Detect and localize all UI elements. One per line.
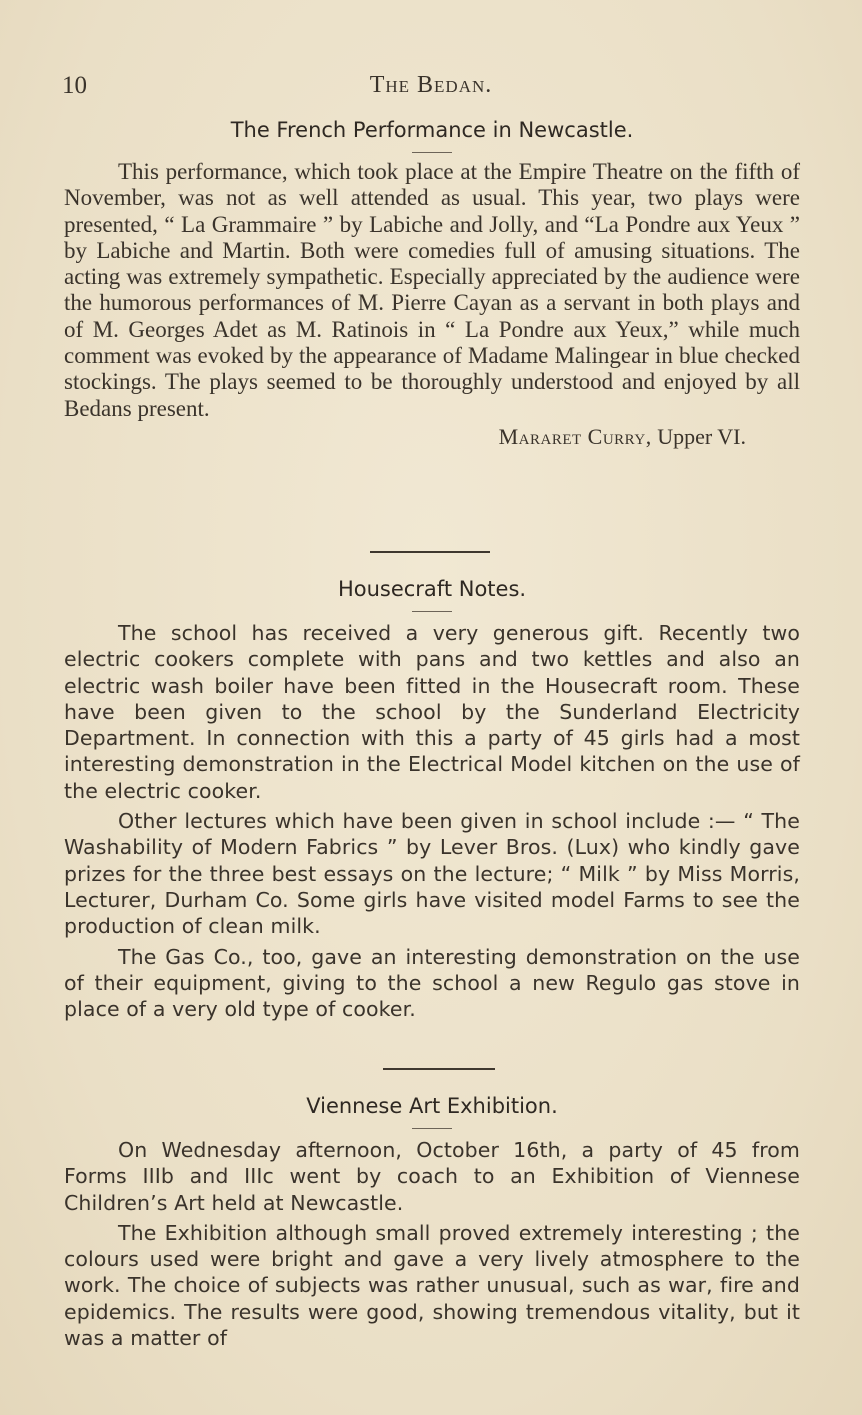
section-divider — [383, 1068, 495, 1070]
journal-title: The Bedan. — [369, 72, 493, 98]
article-heading: Housecraft Notes. — [337, 577, 527, 601]
article-signature — [64, 424, 746, 450]
article-paragraph: The Exhibition although small proved extremely interesting ; the colours used were bright and gave a very lively atmosphere to the work. The choice of subjects was rather unusual, such as war, fire and epidemics. The results were good, showing tremendous vitality, but it was a matter of — [64, 1220, 800, 1351]
article-heading: The French Performance in Newcastle. — [230, 118, 634, 142]
article-paragraph: The Gas Co., too, gave an interesting demonstration on the use of their equipment, giving to the school a new Regulo gas stove in place of a very old type of cooker. — [64, 944, 800, 1022]
article-paragraph: Other lectures which have been given in school include :— “ The Washability of Modern Fabrics ” by Lever Bros. (Lux) who kindly gave prizes for the three best essays on the lecture; “ Milk ” by Miss Morris, Lecturer, Durham Co. Some girls have visited model Farms to see the production of clean milk. — [64, 809, 800, 939]
section-divider — [370, 551, 490, 553]
article-housecraft-notes — [64, 577, 800, 1022]
article-french-performance — [64, 118, 800, 450]
article-heading: Viennese Art Exhibition. — [306, 1094, 558, 1118]
heading-divider — [412, 611, 452, 612]
signature-form: Upper VI. — [657, 423, 746, 449]
article-viennese-art — [64, 1094, 800, 1351]
running-header — [62, 72, 800, 106]
article-paragraph: The school has received a very generous gift. Recently two electric cookers complete with pans and two kettles and also an electric wash boiler have been fitted in the Housecraft room. These have been given to the school by the Sunderland Electricity Department. In connection with this a party of 45 girls had a most interesting demonstration in the Electrical Model kitchen on the use of the electric cooker. — [64, 621, 800, 803]
page-number: 10 — [62, 72, 87, 99]
heading-divider — [412, 1128, 452, 1129]
heading-divider — [412, 152, 452, 153]
article-paragraph: This performance, which took place at the Empire Theatre on the fifth of November, was not as well attended as usual. This year, two plays were presented, “ La Grammaire ” by Labiche and Jolly, and “La Pondre aux Yeux ” by Labiche and Martin. Both were comedies full of amusing situations. The acting was extremely sympathetic. Especially appreciated by the audience were the humorous performances of M. Pierre Cayan as a servant in both plays and of M. Georges Adet as M. Ratinois in “ La Pondre aux Yeux,” while much comment was evoked by the appearance of Madame Malingear in blue checked stockings. The plays seemed to be thoroughly understood and enjoyed by all Bedans present. — [64, 159, 800, 421]
signature-name: Mararet Curry, — [498, 423, 652, 449]
article-paragraph: On Wednesday afternoon, October 16th, a party of 45 from Forms IIIb and IIIc went by coach to an Exhibition of Viennese Children’s Art held at Newcastle. — [64, 1138, 800, 1215]
